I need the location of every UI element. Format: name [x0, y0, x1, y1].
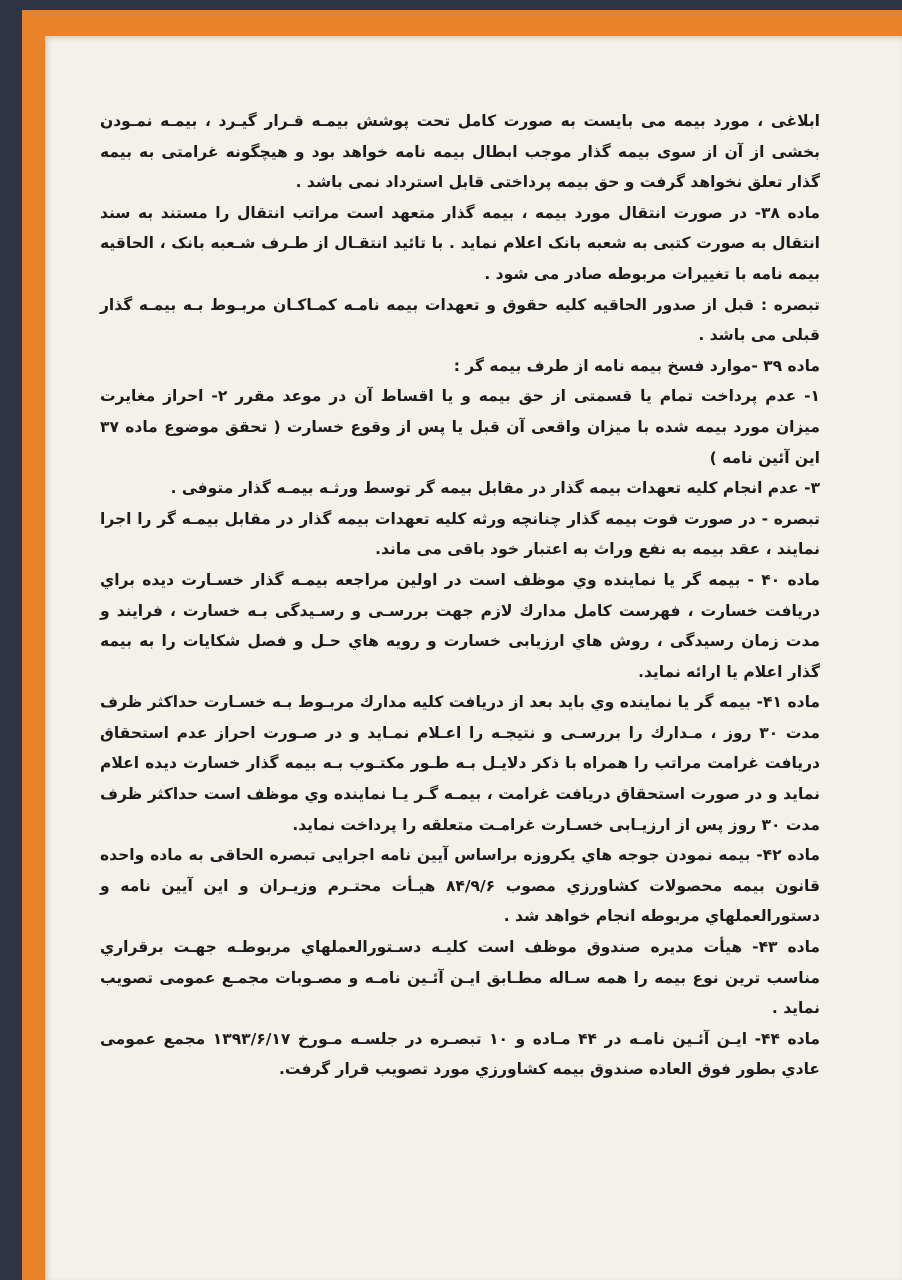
note-article-38: تبصره : قبل از صدور الحاقیه کلیه حقوق و تعهدات بیمه نامـه کمـاکـان مربـوط بـه بیمـه گذار قبلی می باشد .	[100, 295, 820, 345]
article-40: ماده ۴۰ - بیمه گر یا نماینده وي موظف است در اولین مراجعه بیمـه گذار خسـارت دیده براي دریافت خسارت ، فهرست کامل مدارك لازم جهت بررسـی و رسـیدگی بـه خسارت ، فرایند و مدت زمان رسیدگی ، روش هاي ارزیابی خسارت و رویه هاي حـل و فصل شکایات را به بیمه گذار اعلام یا ارائه نماید.	[100, 570, 820, 681]
paragraph-continuation: ابلاغی ، مورد بیمه می بایست به صورت کامل تحت پوشش بیمـه قـرار گیـرد ، بیمـه نمـودن بخشی از آن از سوی بیمه گذار موجب ابطال بیمه نامه خواهد بود و هیچگونه غرامتی به بیمه گذار تعلق نخواهد گرفت و حق بیمه پرداختی قابل استرداد نمی باشد .	[100, 112, 820, 192]
article-41: ماده ۴۱- بیمه گر یا نماینده وي باید بعد از دریافت کلیه مدارك مربـوط بـه خسـارت حداکثر ظرف مدت ۳۰ روز ، مـدارك را بررسـی و نتیجـه را اعـلام نمـاید و در صـورت احراز عدم استحقاق دریافت غرامت مراتب را همراه با ذکر دلایـل بـه طـور مکتـوب بـه بیمه گذار خسارت دیده اعلام نماید و در صورت استحقاق دریافت غرامت ، بیمـه گـر یـا نماینده وي موظف است حداکثر ظرف مدت ۳۰ روز پس از ارزیـابی خسـارت غرامـت متعلقه را پرداخت نماید.	[100, 693, 821, 834]
article-39: ماده ۳۹ -موارد فسخ بیمه نامه از طرف بیمه گر :	[453, 356, 820, 375]
article-43: ماده ۴۳- هیأت مدیره صندوق موظف است کلیـه دسـتورالعملهاي مربوطـه جهـت برقراري مناسب ترین نوع بیمه را همه سـاله مطـابق ایـن آئـین نامـه و مصـوبات مجمـع عمومی تصویب نماید .	[100, 938, 820, 1018]
article-39-item-3: ۳- عدم انجام کلیه تعهدات بیمه گذار در مقابل بیمه گر توسط ورثـه بیمـه گذار متوفی .	[170, 479, 820, 498]
article-38: ماده ۳۸- در صورت انتقال مورد بیمه ، بیمه گذار متعهد است مراتب انتقال را مستند به سند انتقال به صورت کتبی به شعبه بانک اعلام نماید . با تائید انتقـال از طـرف شـعبه بانک ، الحاقیه بیمه نامه با تغییرات مربوطه صادر می شود .	[100, 203, 820, 283]
note-article-39: تبصره - در صورت فوت بیمه گذار چنانچه ورثه کلیه تعهدات بیمه گذار در مقابل بیمـه گر را اجرا نمایند ، عقد بیمه به نفع وراث به اعتبار خود باقی می ماند.	[100, 509, 820, 559]
document-text	[100, 106, 820, 1085]
article-39-item-1-2: ۱- عدم پرداخت تمام یا قسمتی از حق بیمه و یا اقساط آن در موعد مقرر ۲- احراز مغایرت میزان مورد بیمه شده با میزان واقعی آن قبل یا پس از وقوع خسارت ( تحقق موضوع ماده ۳۷ این آئین نامه )	[100, 387, 820, 467]
article-42: ماده ۴۲- بیمه نمودن جوجه هاي یکروزه براساس آیین نامه اجرایی تبصره الحاقی به ماده واحده قانون بیمه محصولات کشاورزي مصوب ۸۴/۹/۶ هیـأت محتـرم وزیـران و این آیین نامه و دستورالعملهاي مربوطه انجام خواهد شد .	[100, 846, 821, 926]
article-44: ماده ۴۴- ایـن آئـین نامـه در ۴۴ مـاده و ۱۰ تبصـره در جلسـه مـورخ ۱۳۹۳/۶/۱۷ مجمع عمومی عادي بطور فوق العاده صندوق بیمه کشاورزي مورد تصویب قرار گرفت.	[100, 1029, 820, 1079]
